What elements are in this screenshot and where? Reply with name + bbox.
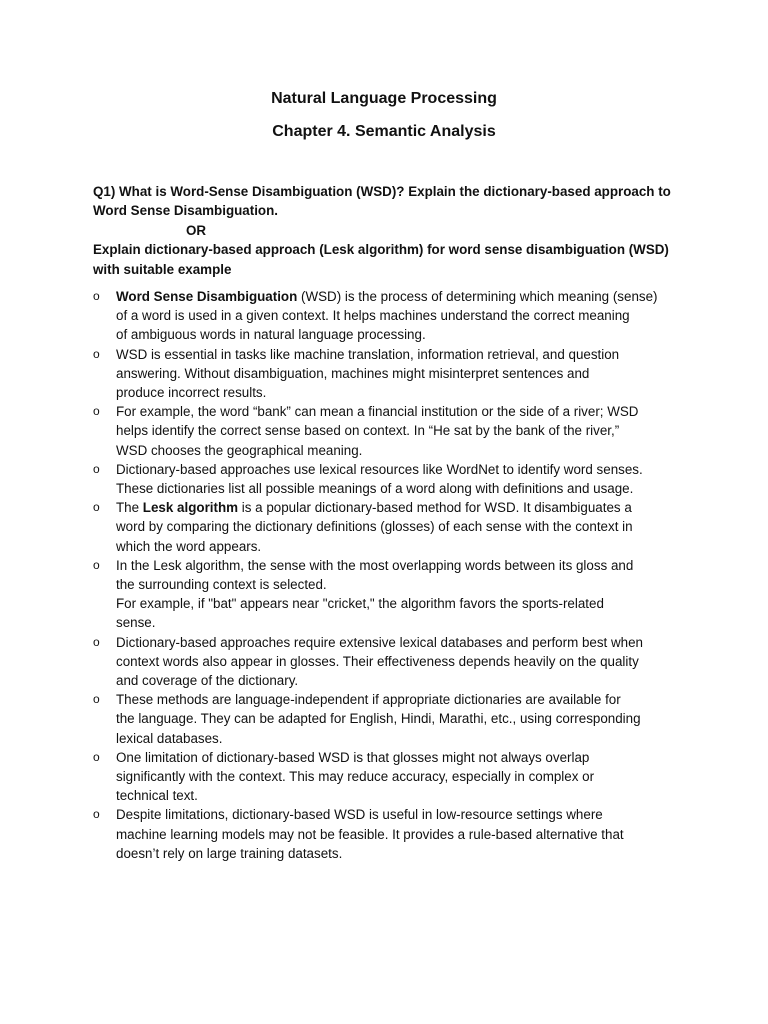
bullet-line [116,805,693,824]
bullet-text: These methods are language-independent if appropriate dictionaries are available for [116,692,621,708]
bullet-line [116,767,693,786]
bullet-marker: o [93,557,100,572]
bullet-text: of a word is used in a given context. It helps machines understand the correct meaning [116,308,630,324]
bullet-line [116,421,693,440]
bullet-text: machine learning models may not be feasible. It provides a rule-based alternative that [116,826,624,842]
bullet-item [93,748,693,806]
bullet-item [93,287,693,345]
bullet-line [116,709,693,728]
bullet-line [116,479,693,498]
bullet-line [116,575,693,594]
bullet-line [116,537,693,556]
bullet-line [116,460,693,479]
bullet-line [116,690,693,709]
bullet-text: For example, if "bat" appears near "cricket," the algorithm favors the sports-related [116,596,604,612]
bullet-text: These dictionaries list all possible meanings of a word along with definitions and usage. [116,481,634,497]
bullet-text: helps identify the correct sense based on context. In “He sat by the bank of the river,” [116,423,620,439]
bullet-text: of ambiguous words in natural language processing. [116,327,426,343]
bold-term: Lesk algorithm [142,500,239,516]
bullet-marker: o [93,346,100,361]
bullet-text: answering. Without disambiguation, machines might misinterpret sentences and [116,365,590,381]
bullet-text: The [116,500,143,516]
bullet-marker: o [93,500,100,515]
bullet-line [116,441,693,460]
bullet-marker: o [93,634,100,649]
bullet-line [116,345,693,364]
bullet-text: (WSD) is the process of determining which meaning (sense) [297,289,658,304]
bullet-marker: o [93,404,100,419]
bullet-line [116,364,693,383]
bullet-item [93,556,693,633]
bold-term: Word Sense Disambiguation [116,289,298,304]
bullet-marker: o [93,461,100,476]
bullet-item [93,690,693,748]
bullet-marker: o [93,749,100,764]
bullet-line [116,287,693,306]
bullet-text: technical text. [116,788,198,804]
bullet-item [93,345,693,403]
bullet-line [116,402,693,421]
bullet-item [93,805,693,863]
bullet-text: the surrounding context is selected. [116,577,327,593]
bullet-line [116,517,693,536]
bullet-line [116,748,693,767]
bullet-text: Despite limitations, dictionary-based WSD is useful in low-resource settings where [116,807,603,823]
bullet-text: In the Lesk algorithm, the sense with the most overlapping words between its gloss and [116,557,634,573]
question-line: with suitable example [93,261,232,277]
bullet-text: WSD chooses the geographical meaning. [116,442,363,458]
bullet-text: For example, the word “bank” can mean a financial institution or the side of a river; WSD [116,404,639,420]
bullet-text: doesn’t rely on large training datasets. [116,845,343,861]
bullet-item [93,633,693,691]
bullet-text: context words also appear in glosses. Their effectiveness depends heavily on the quality [116,653,639,669]
bullet-line [116,671,693,690]
bullet-text: sense. [116,615,156,631]
bullet-text: the language. They can be adapted for English, Hindi, Marathi, etc., using corresponding [116,711,641,727]
bullet-marker: o [93,807,100,822]
bullet-text: is a popular dictionary-based method for WSD. It disambiguates a [238,500,632,516]
bullet-line [116,498,693,517]
bullet-text: which the word appears. [116,538,262,554]
bullet-marker: o [93,692,100,707]
bullet-text: produce incorrect results. [116,385,267,401]
bullet-line [116,594,693,613]
bullet-item [93,402,693,460]
bullet-line [116,729,693,748]
bullet-line [116,633,693,652]
bullet-line [116,786,693,805]
bullet-item [93,460,693,498]
bullet-text: WSD is essential in tasks like machine translation, information retrieval, and question [116,346,620,362]
question-or: OR [186,222,207,238]
question-line: Q1) What is Word-Sense Disambiguation (WSD)? Explain the dictionary-based approach to [93,184,671,199]
bullet-line [116,556,693,575]
bullet-text: One limitation of dictionary-based WSD is that glosses might not always overlap [116,749,590,765]
bullet-line [116,383,693,402]
bullet-text: significantly with the context. This may reduce accuracy, especially in complex or [116,769,595,785]
question-block [93,182,693,279]
question-line: Explain dictionary-based approach (Lesk algorithm) for word sense disambiguation (WSD) [93,242,669,258]
bullet-line [116,306,693,325]
bullet-line [116,325,693,344]
bullet-line [116,613,693,632]
bullet-text: Dictionary-based approaches require extensive lexical databases and perform best when [116,634,643,650]
bullet-item [93,498,693,556]
document-title: Natural Language Processing [271,90,497,107]
bullet-marker: o [93,289,100,303]
question-line: Word Sense Disambiguation. [93,203,279,219]
bullet-text: word by comparing the dictionary definitions (glosses) of each sense with the context in [116,519,633,535]
chapter-title: Chapter 4. Semantic Analysis [272,123,496,140]
answer-bullet-list [93,287,693,863]
bullet-line [116,825,693,844]
bullet-line [116,652,693,671]
bullet-text: lexical databases. [116,730,223,746]
bullet-text: and coverage of the dictionary. [116,673,299,689]
bullet-line [116,844,693,863]
bullet-text: Dictionary-based approaches use lexical resources like WordNet to identify word senses. [116,461,643,477]
